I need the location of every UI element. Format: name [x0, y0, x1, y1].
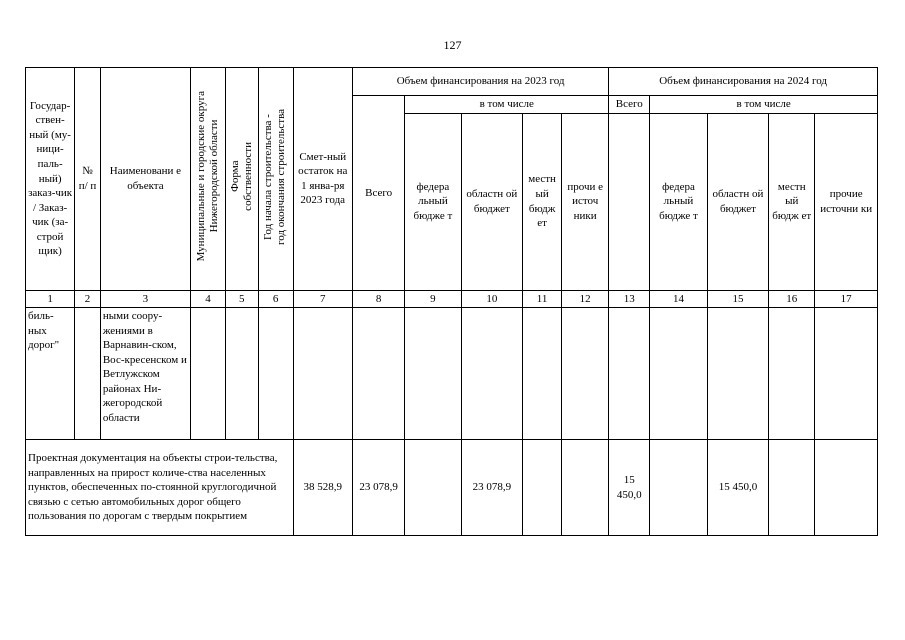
column-number: 13: [609, 290, 650, 308]
header-regional-2024: областн ой бюджет: [707, 113, 769, 290]
column-number: 10: [461, 290, 523, 308]
column-number: 4: [191, 290, 226, 308]
header-construction-line1: Год начала строительства -: [262, 113, 275, 240]
table-cell: [609, 308, 650, 440]
continuation-number: [75, 308, 101, 440]
summary-federal-2024: [650, 440, 707, 536]
header-estimated-balance: Смет-ный остаток на 1 янва-ря 2023 года: [293, 68, 352, 291]
header-ownership-line2: собственности: [241, 142, 254, 211]
table-cell: [562, 308, 609, 440]
summary-other-2024: [815, 440, 878, 536]
summary-total-2023: 23 078,9: [352, 440, 404, 536]
header-total-2024-cont: [609, 113, 650, 290]
summary-local-2024: [769, 440, 815, 536]
header-other-2024: прочие источни ки: [815, 113, 878, 290]
column-number: 16: [769, 290, 815, 308]
header-municipal-districts: [191, 68, 226, 291]
header-ownership-line1: Форма: [228, 160, 241, 193]
column-number: 9: [405, 290, 461, 308]
header-number: № п/ п: [75, 68, 101, 291]
table-cell: [523, 308, 562, 440]
header-local-2023: местн ый бюдж ет: [523, 113, 562, 290]
table-cell: [191, 308, 226, 440]
header-including-2023: в том числе: [405, 96, 609, 114]
column-number: 12: [562, 290, 609, 308]
column-number: 3: [100, 290, 190, 308]
header-total-2023: Всего: [352, 96, 404, 291]
header-including-2024: в том числе: [650, 96, 878, 114]
header-total-2024: Всего: [609, 96, 650, 114]
header-object-name: Наименовани е объекта: [100, 68, 190, 291]
column-number: 2: [75, 290, 101, 308]
column-number: 14: [650, 290, 707, 308]
column-number: 5: [225, 290, 258, 308]
summary-local-2023: [523, 440, 562, 536]
header-construction-line2: год окончания строительства: [275, 108, 288, 245]
header-funding-2023: Объем финансирования на 2023 год: [352, 68, 608, 96]
header-federal-2023: федера льный бюдже т: [405, 113, 461, 290]
header-federal-2024: федера льный бюдже т: [650, 113, 707, 290]
summary-federal-2023: [405, 440, 461, 536]
header-regional-2023: областн ой бюджет: [461, 113, 523, 290]
summary-estimated-balance: 38 528,9: [293, 440, 352, 536]
financing-table: [25, 67, 878, 536]
column-number: 1: [26, 290, 75, 308]
column-number: 8: [352, 290, 404, 308]
column-number: 11: [523, 290, 562, 308]
table-cell: [461, 308, 523, 440]
column-number: 7: [293, 290, 352, 308]
header-municipal-line1: Муниципальные и городские округа: [194, 91, 207, 262]
column-number: 17: [815, 290, 878, 308]
continuation-object-name: ными соору-жениями в Варнавин-ском, Вос-кресенском и Ветлужском районах Ни-жегородской области: [100, 308, 190, 440]
column-number: 6: [258, 290, 293, 308]
table-cell: [769, 308, 815, 440]
summary-total-2024: 15 450,0: [609, 440, 650, 536]
header-customer: Государ-ствен-ный (му-ници-паль-ный) заказ-чик / Заказ-чик (за-строй щик): [26, 68, 75, 291]
summary-regional-2024: 15 450,0: [707, 440, 769, 536]
summary-other-2023: [562, 440, 609, 536]
header-funding-2024: Объем финансирования на 2024 год: [609, 68, 878, 96]
table-cell: [650, 308, 707, 440]
header-other-2023: прочи е источ ники: [562, 113, 609, 290]
summary-label: Проектная документация на объекты строи-тельства, направленных на прирост количе-ства населенных пунктов, обеспеченных по-стоянной круглогодичной связью с сетью автомобильных дорог общего пользования по дорогам с твердым покрытием: [26, 440, 294, 536]
header-ownership: [225, 68, 258, 291]
table-cell: [293, 308, 352, 440]
table-cell: [707, 308, 769, 440]
page-number: 127: [443, 38, 462, 52]
table-cell: [352, 308, 404, 440]
continuation-customer: биль-ных дорог": [26, 308, 75, 440]
header-local-2024: местн ый бюдж ет: [769, 113, 815, 290]
header-municipal-line2: Нижегородской области: [207, 120, 220, 233]
summary-regional-2023: 23 078,9: [461, 440, 523, 536]
table-cell: [815, 308, 878, 440]
header-construction-years: [258, 68, 293, 291]
table-cell: [405, 308, 461, 440]
table-cell: [258, 308, 293, 440]
table-cell: [225, 308, 258, 440]
column-number: 15: [707, 290, 769, 308]
